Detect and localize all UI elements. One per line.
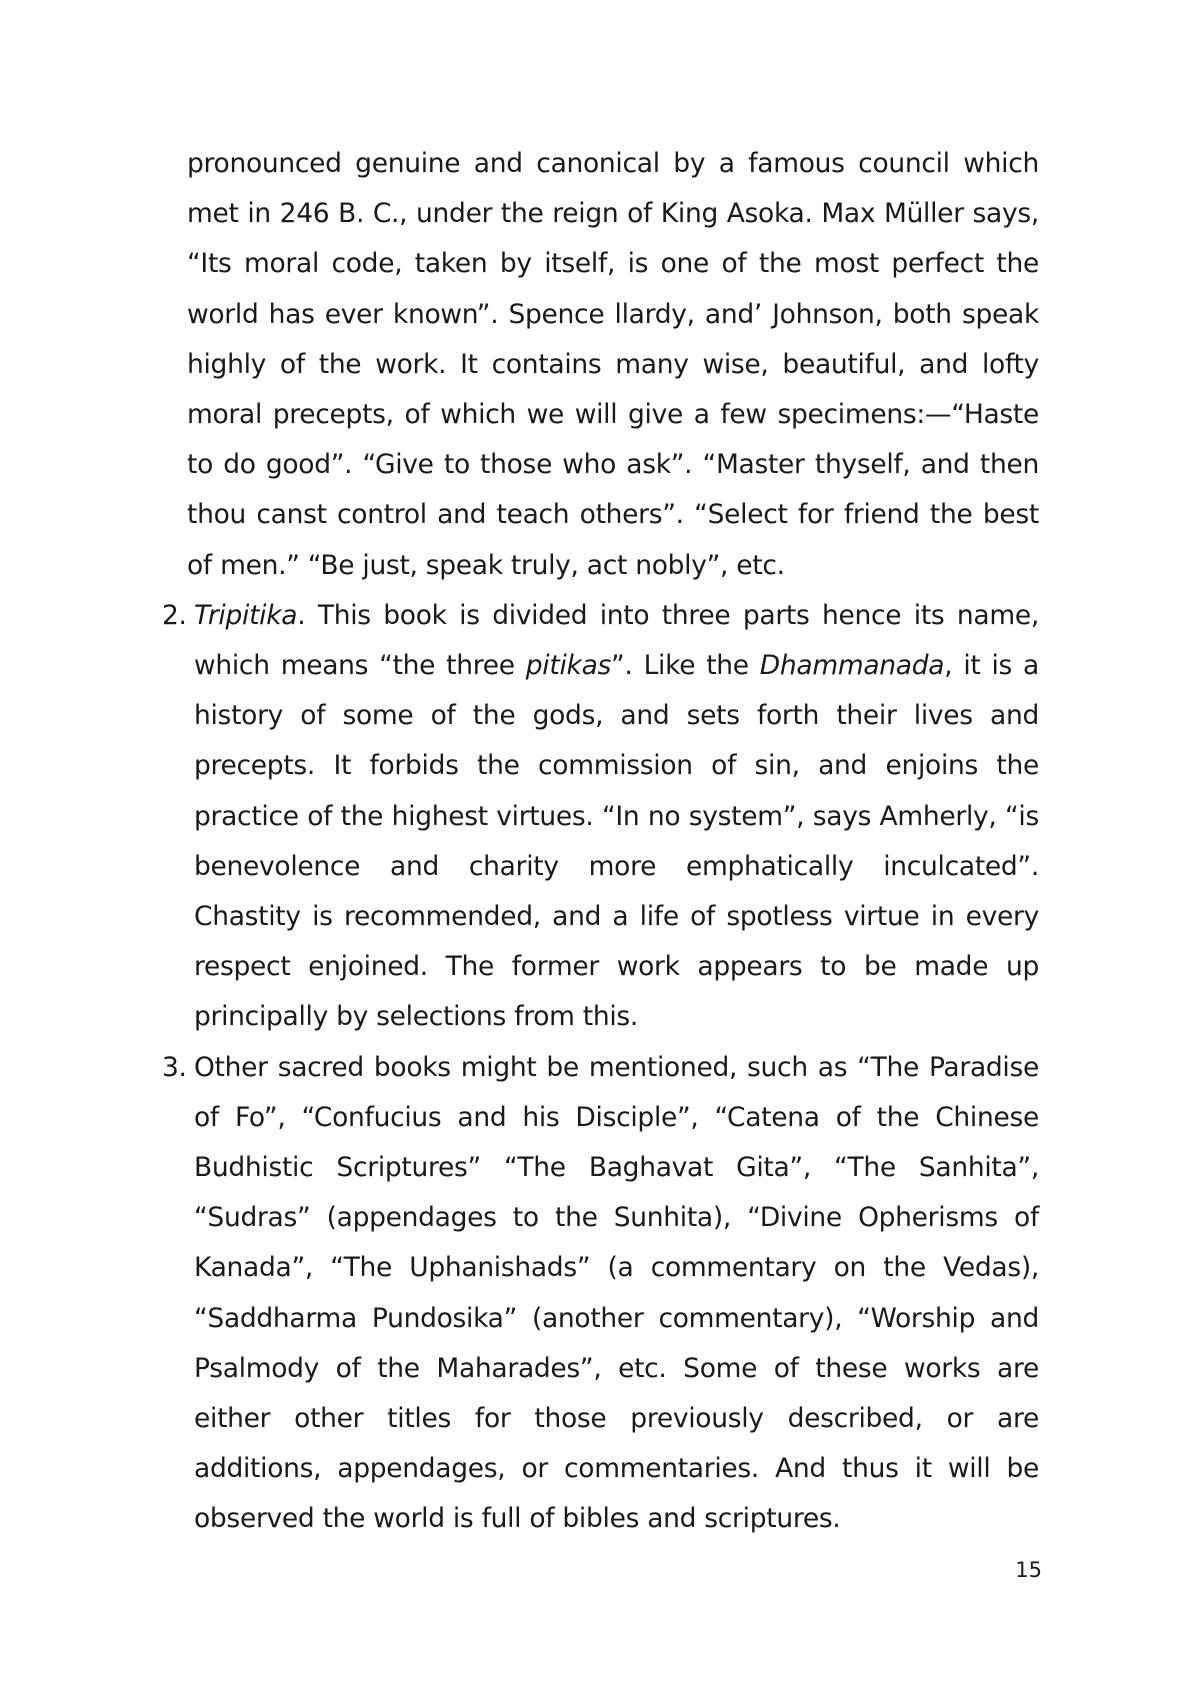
page-number: 15: [1015, 1558, 1042, 1582]
list-number: 2.: [162, 599, 187, 631]
body-text: [162, 139, 1039, 1545]
list-text: ”. Like the: [611, 650, 760, 682]
list-text: Other sacred books might be mentioned, such as “The Paradise of Fo”, “Confucius and his Disciple”, “Catena of the Chinese Budhistic Scriptures” “The Baghavat Gita”, “The Sanhita”, “Sudras” (appendages to the Sunhita), “Divine Opherisms of Kanada”, “The Uphanishads” (a commentary on the Vedas), “Saddharma Pundosika” (another commentary), “Worship and Psalmody of the Maharades”, etc. Some of these works are either other titles for those previously described, or are additions, appendages, or commentaries. And thus it will be observed the world is full of bibles and scriptures.: [194, 1051, 1039, 1535]
list-text: . This book is divided into three parts hence its name, which means “the three: [194, 599, 1039, 682]
list-item-3: [162, 1043, 1039, 1545]
list-text: , it is a history of some of the gods, and sets forth their lives and precepts. It forbids the commission of sin, and enjoins the practice of the highest virtues. “In no system”, says Amherly, “is benevolence and charity more emphatically inculcated”. Chastity is recommended, and a life of spotless virtue in every respect enjoined. The former work appears to be made up principally by selections from this.: [194, 650, 1039, 1033]
paragraph: pronounced genuine and canonical by a famous council which met in 246 B. C., under the reign of King Asoka. Max Müller says, “Its moral code, taken by itself, is one of the most perfect the world has ever known”. Spence llardy, and’ Johnson, both speak highly of the work. It contains many wise, beautiful, and lofty moral precepts, of which we will give a few specimens:—“Haste to do good”. “Give to those who ask”. “Master thyself, and then thou canst control and teach others”. “Select for friend the best of men.” “Be just, speak truly, act nobly”, etc.: [187, 148, 1039, 581]
book-title: Tripitika: [194, 599, 298, 631]
emphasis-term: pitikas: [525, 650, 612, 682]
list-item-2: [162, 591, 1039, 1043]
list-number: 3.: [162, 1051, 187, 1083]
book-title: Dhammanada: [759, 650, 945, 682]
